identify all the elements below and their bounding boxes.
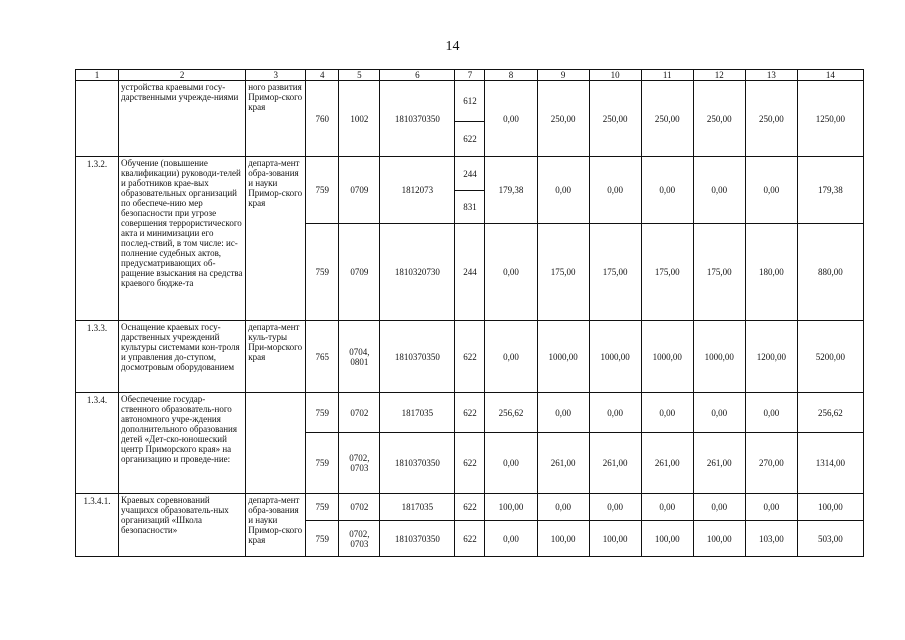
- value-cell: 1000,00: [589, 321, 641, 393]
- value-cell: 1000,00: [537, 321, 589, 393]
- value-cell: 100,00: [641, 521, 693, 557]
- column-header: 9: [537, 70, 589, 81]
- code-cell: 1810320730: [380, 224, 455, 321]
- code-cell: 0702, 0703: [339, 521, 380, 557]
- column-header: 2: [119, 70, 246, 81]
- value-cell: 0,00: [589, 157, 641, 224]
- code-cell: 622: [455, 494, 485, 521]
- budget-table: [75, 69, 864, 557]
- value-cell: 261,00: [693, 433, 745, 494]
- value-cell: 0,00: [641, 494, 693, 521]
- code-cell: 759: [306, 521, 339, 557]
- column-header: 1: [76, 70, 119, 81]
- value-cell: 261,00: [641, 433, 693, 494]
- code-cell: 1812073: [380, 157, 455, 224]
- column-header: 13: [745, 70, 797, 81]
- code-cell: 622: [455, 521, 485, 557]
- executor: департа-мент куль-туры При-морского края: [246, 321, 306, 393]
- value-cell: 175,00: [641, 224, 693, 321]
- code-cell: 1810370350: [380, 81, 455, 157]
- value-cell: 250,00: [537, 81, 589, 157]
- item-number: 1.3.3.: [76, 321, 119, 393]
- value-cell: 0,00: [485, 521, 537, 557]
- value-cell: 0,00: [485, 224, 537, 321]
- column-header: 3: [246, 70, 306, 81]
- code-cell: 622: [455, 433, 485, 494]
- value-cell: 1314,00: [797, 433, 863, 494]
- value-cell: 175,00: [589, 224, 641, 321]
- value-cell: 0,00: [693, 494, 745, 521]
- table-row: [76, 81, 864, 122]
- value-cell: 250,00: [745, 81, 797, 157]
- measure-name: устройства краевыми госу-дарственными учрежде-ниями: [119, 81, 246, 157]
- value-cell: 0,00: [537, 157, 589, 224]
- value-cell: 100,00: [485, 494, 537, 521]
- value-cell: 0,00: [745, 393, 797, 433]
- value-cell: 0,00: [693, 393, 745, 433]
- value-cell: 103,00: [745, 521, 797, 557]
- value-cell: 261,00: [537, 433, 589, 494]
- value-cell: 0,00: [641, 157, 693, 224]
- page-number: 14: [445, 39, 460, 54]
- table-row: [76, 157, 864, 191]
- value-cell: 180,00: [745, 224, 797, 321]
- executor: департа-мент обра-зования и науки Примор-ского края: [246, 157, 306, 321]
- executor: департа-мент обра-зования и науки Примор-ского края: [246, 494, 306, 557]
- value-cell: 256,62: [485, 393, 537, 433]
- measure-name: Обучение (повышение квалификации) руководи-телей и работников крае-вых образовательных организаций по обеспече-нию мер безопасности при угрозе совершения террористического акта и минимизации его послед-ствий, в том числе: ис-полнение судебных актов, предусматривающих об-ращение взыскания на средства краевого бюдже-та: [119, 157, 246, 321]
- value-cell: 1000,00: [693, 321, 745, 393]
- code-cell: 0702, 0703: [339, 433, 380, 494]
- value-cell: 250,00: [693, 81, 745, 157]
- column-header: 14: [797, 70, 863, 81]
- value-cell: 179,38: [797, 157, 863, 224]
- executor: [246, 393, 306, 494]
- value-cell: 175,00: [693, 224, 745, 321]
- value-cell: 100,00: [693, 521, 745, 557]
- value-cell: 270,00: [745, 433, 797, 494]
- column-header: 11: [641, 70, 693, 81]
- column-header: 10: [589, 70, 641, 81]
- code-cell: 759: [306, 157, 339, 224]
- code-cell: 0704, 0801: [339, 321, 380, 393]
- column-header: 12: [693, 70, 745, 81]
- value-cell: 5200,00: [797, 321, 863, 393]
- column-header: 8: [485, 70, 537, 81]
- code-cell: 765: [306, 321, 339, 393]
- code-cell: 622: [455, 393, 485, 433]
- value-cell: 0,00: [745, 157, 797, 224]
- value-cell: 100,00: [589, 521, 641, 557]
- measure-name: Обеспечение государ-ственного образователь-ного автономного учре-ждения дополнительного образования детей «Дет-ско-юношеский центр Приморского края» на организацию и проведе-ние:: [119, 393, 246, 494]
- column-header: 7: [455, 70, 485, 81]
- value-cell: 261,00: [589, 433, 641, 494]
- code-cell: 244: [455, 157, 485, 191]
- code-cell: 0709: [339, 224, 380, 321]
- table-row: [76, 321, 864, 393]
- item-number: 1.3.4.: [76, 393, 119, 494]
- code-cell: 622: [455, 321, 485, 393]
- value-cell: 0,00: [485, 321, 537, 393]
- code-cell: 0709: [339, 157, 380, 224]
- table-row: [76, 393, 864, 433]
- column-header: 4: [306, 70, 339, 81]
- item-number: [76, 81, 119, 157]
- value-cell: 0,00: [589, 494, 641, 521]
- table-row: [76, 494, 864, 521]
- code-cell: 760: [306, 81, 339, 157]
- value-cell: 0,00: [589, 393, 641, 433]
- code-cell: 1002: [339, 81, 380, 157]
- code-cell: 759: [306, 393, 339, 433]
- value-cell: 250,00: [589, 81, 641, 157]
- item-number: 1.3.4.1.: [76, 494, 119, 557]
- value-cell: 503,00: [797, 521, 863, 557]
- column-header: 5: [339, 70, 380, 81]
- value-cell: 880,00: [797, 224, 863, 321]
- measure-name: Краевых соревнований учащихся образователь-ных организаций «Школа безопасности»: [119, 494, 246, 557]
- code-cell: 831: [455, 191, 485, 224]
- code-cell: 0702: [339, 393, 380, 433]
- value-cell: 175,00: [537, 224, 589, 321]
- column-header: 6: [380, 70, 455, 81]
- value-cell: 0,00: [537, 494, 589, 521]
- header-row: [76, 70, 864, 81]
- value-cell: 1250,00: [797, 81, 863, 157]
- code-cell: 759: [306, 494, 339, 521]
- code-cell: 1810370350: [380, 433, 455, 494]
- code-cell: 759: [306, 224, 339, 321]
- value-cell: 256,62: [797, 393, 863, 433]
- value-cell: 0,00: [745, 494, 797, 521]
- code-cell: 759: [306, 433, 339, 494]
- code-cell: 1810370350: [380, 321, 455, 393]
- code-cell: 1817035: [380, 494, 455, 521]
- value-cell: 0,00: [537, 393, 589, 433]
- value-cell: 0,00: [485, 433, 537, 494]
- code-cell: 1810370350: [380, 521, 455, 557]
- value-cell: 100,00: [797, 494, 863, 521]
- value-cell: 0,00: [485, 81, 537, 157]
- value-cell: 250,00: [641, 81, 693, 157]
- value-cell: 1000,00: [641, 321, 693, 393]
- measure-name: Оснащение краевых госу-дарственных учреждений культуры системами кон-троля и управления до-ступом, досмотровым оборудованием: [119, 321, 246, 393]
- item-number: 1.3.2.: [76, 157, 119, 321]
- value-cell: 100,00: [537, 521, 589, 557]
- executor: ного развития Примор-ского края: [246, 81, 306, 157]
- value-cell: 179,38: [485, 157, 537, 224]
- code-cell: 612: [455, 81, 485, 122]
- code-cell: 0702: [339, 494, 380, 521]
- value-cell: 0,00: [693, 157, 745, 224]
- code-cell: 622: [455, 122, 485, 157]
- value-cell: 0,00: [641, 393, 693, 433]
- code-cell: 244: [455, 224, 485, 321]
- code-cell: 1817035: [380, 393, 455, 433]
- value-cell: 1200,00: [745, 321, 797, 393]
